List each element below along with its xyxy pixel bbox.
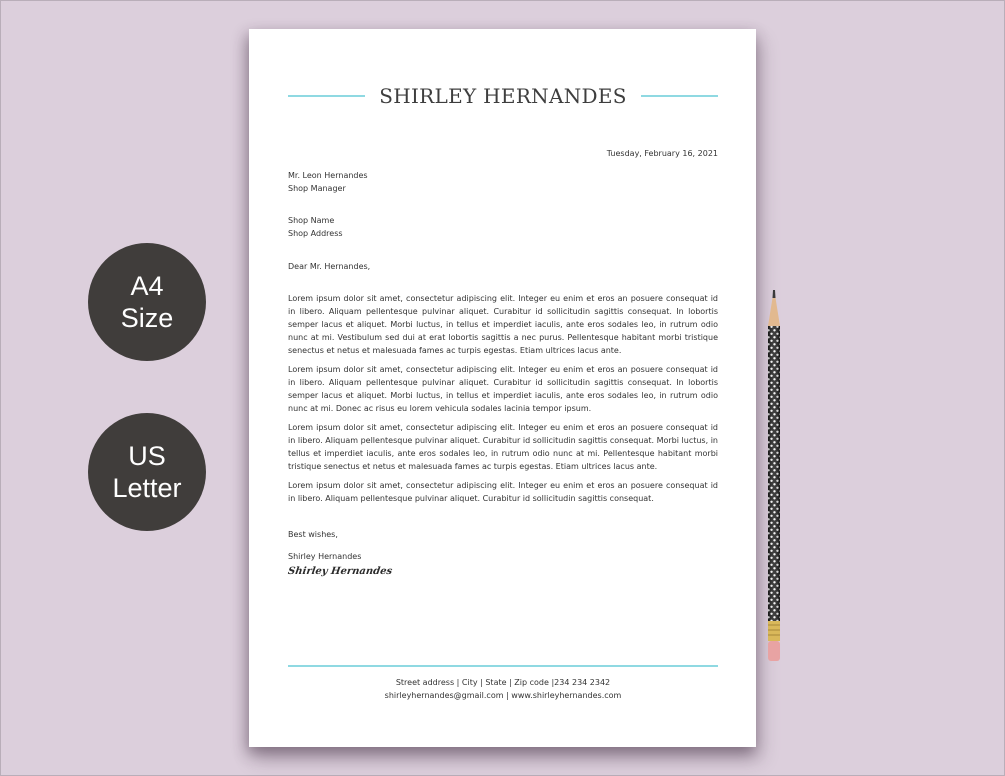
shop-block [288, 215, 718, 241]
recipient-block [288, 170, 718, 196]
shop-name: Shop Name [288, 216, 335, 225]
recipient-title: Shop Manager [288, 183, 346, 193]
letter-date: Tuesday, February 16, 2021 [606, 149, 718, 158]
footer-address: Street address | City | State | Zip code |234 234 2342 [395, 678, 611, 687]
handwritten-signature: Shirley Hernandes [287, 566, 393, 577]
letter-body [288, 293, 718, 513]
recipient-name: Mr. Leon Hernandes [288, 171, 368, 180]
salutation: Dear Mr. Hernandes, [288, 262, 371, 271]
polka-dot-pencil-icon [764, 290, 784, 670]
body-paragraph: Lorem ipsum dolor sit amet, consectetur adipiscing elit. Integer eu enim et eros an posuere consequat id in libero. Aliquam pellentesque pulvinar aliquet. Curabitur id sollicitudin sagittis consequat. In lobortis semper lacus et aliquet. Morbi luctus, in tellus et imperdiet iaculis, ante eros sodales leo, in rutrum odio nunc at mi. Donec ac risus eu lorem vehicula sodales lacinia tempor ipsum. [288, 365, 718, 413]
header-rule-left [288, 95, 365, 97]
signer-name: Shirley Hernandes [288, 552, 362, 561]
letter-page [249, 29, 756, 747]
us-letter-badge [88, 413, 206, 531]
header-rule-right [641, 95, 718, 97]
badge-line: Letter [112, 473, 182, 503]
badge-line: US [128, 441, 166, 471]
closing: Best wishes, [288, 530, 338, 539]
body-paragraph: Lorem ipsum dolor sit amet, consectetur adipiscing elit. Integer eu enim et eros an posuere consequat id in libero. Aliquam pellentesque pulvinar aliquet. Curabitur id sollicitudin sagittis consequat. [288, 481, 718, 504]
footer-contact: shirleyhernandes@gmail.com | www.shirleyhernandes.com [384, 690, 622, 700]
body-paragraph: Lorem ipsum dolor sit amet, consectetur adipiscing elit. Integer eu enim et eros an posuere consequat id in libero. Aliquam pellentesque pulvinar aliquet. Curabitur id sollicitudin sagittis consequat. Morbi luctus, in tellus et imperdiet iaculis, ante eros sodales leo, in rutrum odio nunc at mi. Pellentesque habitant morbi tristique senectus et netus et malesuada fames ac turpis egestas. Etiam ultrices lacus ante. [288, 423, 718, 471]
letter-footer [288, 677, 718, 702]
sender-name-heading: SHIRLEY HERNANDES [379, 84, 627, 108]
body-paragraph: Lorem ipsum dolor sit amet, consectetur adipiscing elit. Integer eu enim et eros an posuere consequat id in libero. Aliquam pellentesque pulvinar aliquet. Curabitur id sollicitudin sagittis consequat. In lobortis semper lacus et aliquet. Morbi luctus, in tellus et imperdiet iaculis, ante eros sodales leo, in rutrum odio nunc at mi. Vestibulum sed dui at erat lobortis sagittis a nec purus. Pellentesque habitant morbi tristique senectus et netus et malesuada fames ac turpis egestas. Etiam ultrices lacus ante. [288, 294, 718, 355]
a4-size-badge [88, 243, 206, 361]
badge-line: Size [120, 303, 174, 333]
footer-rule [288, 665, 718, 667]
letterhead [288, 81, 718, 111]
badge-line: A4 [130, 271, 164, 301]
shop-address: Shop Address [288, 228, 343, 238]
